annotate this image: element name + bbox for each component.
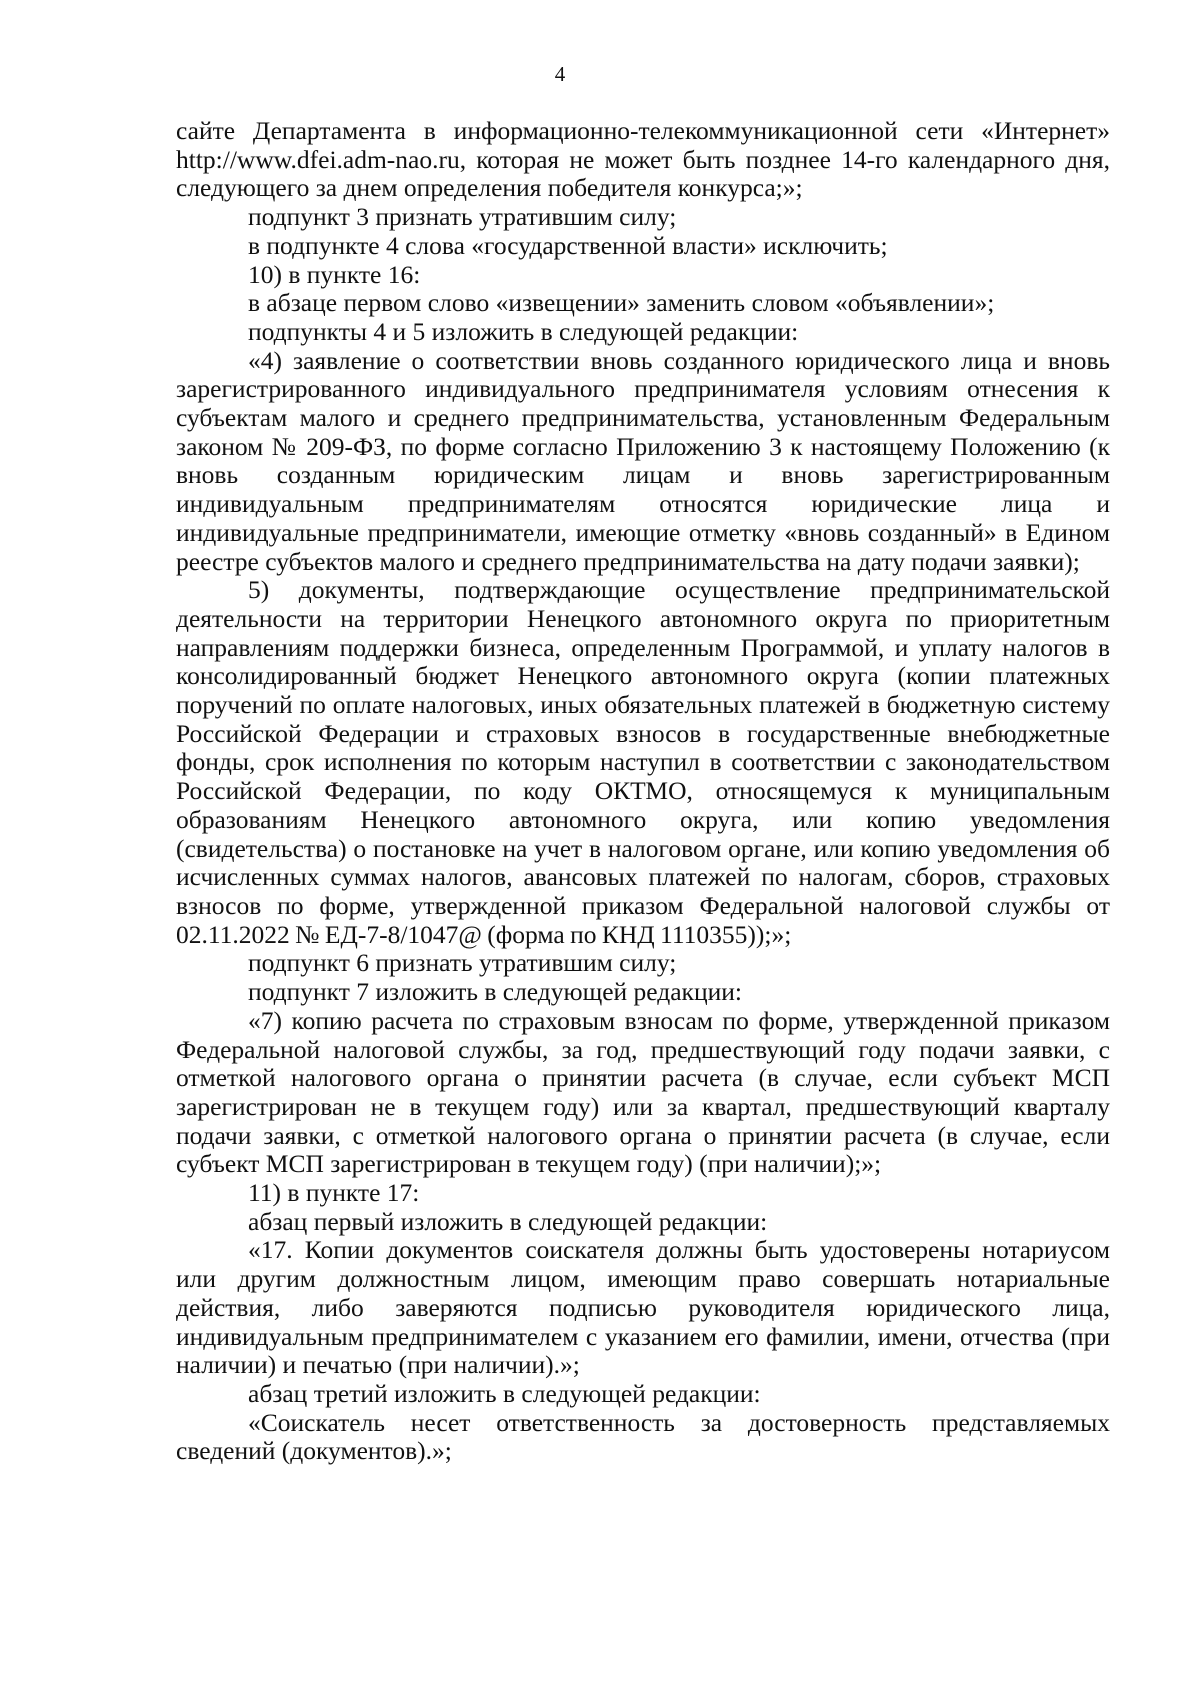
- paragraph-subitem-7-text: «7) копию расчета по страховым взносам по форме, утвержденной приказом Федеральной налоговой службы, за год, предшествующий году подачи заявки, с отметкой налогового органа о принятии расчета (в случае, если субъект МСП зарегистрирован не в текущем году) или за квартал, предшествующий кварталу подачи заявки, с отметкой налогового органа о принятии расчета (в случае, если субъект МСП зарегистрирован в текущем году) (при наличии);»;: [176, 1005, 1110, 1179]
- paragraph-word-replacement: в абзаце первом слово «извещении» заменить словом «объявлении»;: [248, 288, 995, 318]
- paragraph-subitem-6-repeal: подпункт 6 признать утратившим силу;: [248, 948, 677, 978]
- paragraph-third-para-intro: абзац третий изложить в следующей редакции:: [248, 1378, 761, 1408]
- paragraph-subitem-7-intro: подпункт 7 изложить в следующей редакции:: [248, 977, 742, 1007]
- paragraph-item-17-text: «17. Копии документов соискателя должны быть удостоверены нотариусом или другим должностным лицом, имеющим право совершать нотариальные действия, либо заверяются подписью руководителя юридического лица, индивидуальным предпринимателем с указанием его фамилии, имени, отчества (при наличии) и печатью (при наличии).»;: [176, 1235, 1110, 1380]
- paragraph-applicant-responsibility: «Соискатель несет ответственность за достоверность представляемых сведений (документов).»;: [176, 1407, 1110, 1466]
- page-number: 4: [554, 62, 566, 86]
- document-body: [176, 117, 1110, 1466]
- paragraph-item-10-heading: 10) в пункте 16:: [248, 259, 421, 289]
- paragraph-subitem-4-exclude: в подпункте 4 слова «государственной власти» исключить;: [248, 230, 888, 260]
- paragraph-item-11-heading: 11) в пункте 17:: [248, 1178, 420, 1208]
- paragraph-subitem-5-text: 5) документы, подтверждающие осуществление предпринимательской деятельности на территории Ненецкого автономного округа по приоритетным направлениям поддержки бизнеса, определенным Программой, и уплату налогов в консолидированный бюджет Ненецкого автономного округа (копии платежных поручений по оплате налоговых, иных обязательных платежей в бюджетную систему Российской Федерации и страховых взносов в государственные внебюджетные фонды, срок исполнения по которым наступил в соответствии с законодательством Российской Федерации, по коду ОКТМО, относящемуся к муниципальным образованиям Ненецкого автономного округа, или копию уведомления (свидетельства) о постановке на учет в налоговом органе, или копию уведомления об исчисленных суммах налогов, авансовых платежей по налогам, сборов, страховых взносов по форме, утвержденной приказом Федеральной налоговой службы от 02.11.2022 № ЕД-7-8/1047@ (форма по КНД 1110355));»;: [176, 575, 1110, 949]
- paragraph-first-para-intro: абзац первый изложить в следующей редакции:: [248, 1206, 768, 1236]
- paragraph-subitem-3-repeal: подпункт 3 признать утратившим силу;: [248, 202, 677, 232]
- paragraph-subitem-4-text: «4) заявление о соответствии вновь созданного юридического лица и вновь зарегистрированного индивидуального предпринимателя условиям отнесения к субъектам малого и среднего предпринимательства, установленным Федеральным законом № 209-ФЗ, по форме согласно Приложению 3 к настоящему Положению (к вновь созданным юридическим лицам и вновь зарегистрированным индивидуальным предпринимателям относятся юридические лица и индивидуальные предприниматели, имеющие отметку «вновь созданный» в Едином реестре субъектов малого и среднего предпринимательства на дату подачи заявки);: [176, 345, 1110, 576]
- paragraph-continuation: сайте Департамента в информационно-телекоммуникационной сети «Интернет» http://www.dfei.adm-nao.ru, которая не может быть позднее 14-го календарного дня, следующего за днем определения победителя конкурса;»;: [176, 116, 1110, 203]
- paragraph-subitems-4-5-intro: подпункты 4 и 5 изложить в следующей редакции:: [248, 316, 799, 346]
